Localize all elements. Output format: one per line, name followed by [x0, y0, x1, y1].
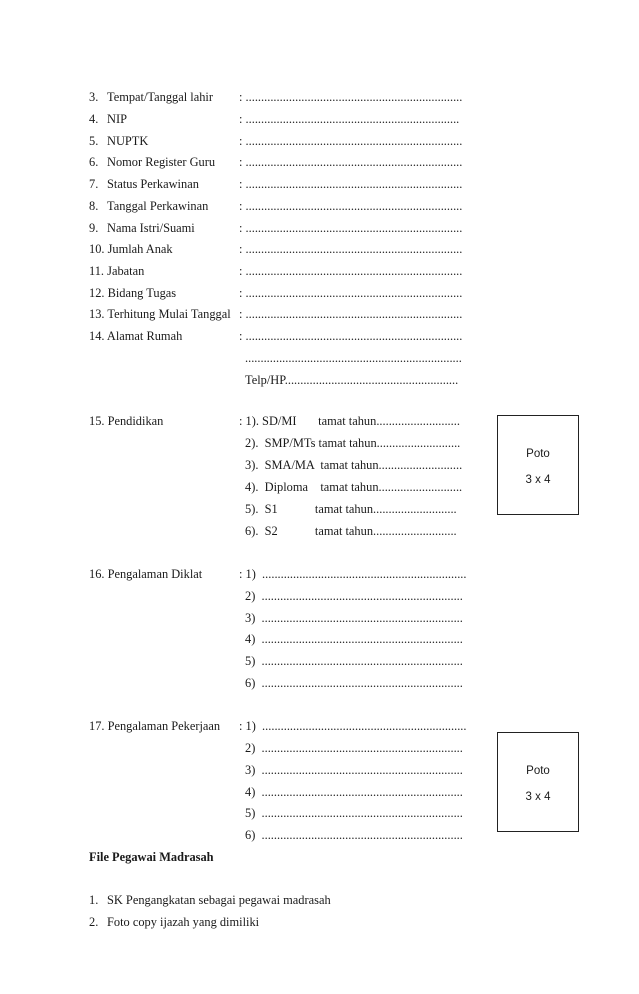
photo-label: Poto [526, 765, 550, 777]
education-row: : 1). SD/MI tamat tahun........................... [239, 414, 460, 428]
field-row [89, 264, 144, 279]
field-number: 6. [89, 155, 99, 169]
training-row: 3) ................................................................. [245, 611, 463, 625]
field-row [89, 286, 176, 301]
field-row [89, 155, 215, 170]
field-row [89, 221, 195, 236]
field-row [89, 242, 173, 257]
field-value: : ..................................................................... [239, 112, 460, 126]
field-number: 8. [89, 199, 99, 213]
file-section-title: File Pegawai Madrasah [89, 850, 214, 864]
field-number: 7. [89, 177, 99, 191]
field-number: 9. [89, 221, 99, 235]
education-row: 4). Diploma tamat tahun........................... [245, 480, 463, 494]
work-label: 17. Pengalaman Pekerjaan [89, 719, 221, 733]
photo-size: 3 x 4 [525, 791, 551, 803]
field-value: : ...................................................................... [239, 221, 463, 235]
field-value: : ...................................................................... [239, 177, 463, 191]
education-label: 15. Pendidikan [89, 414, 164, 428]
field-label: Status Perkawinan [107, 177, 199, 191]
field-label: NIP [107, 112, 127, 126]
file-item-text: SK Pengangkatan sebagai pegawai madrasah [107, 893, 331, 907]
work-row: 5) ................................................................. [245, 806, 463, 820]
field-label: 14. Alamat Rumah [89, 329, 183, 343]
field-row [89, 177, 199, 192]
field-row [89, 90, 213, 105]
training-row: 6) ................................................................. [245, 676, 463, 690]
field-label: NUPTK [107, 134, 149, 148]
phone-line: Telp/HP........................................................ [245, 373, 459, 387]
education-row: 5). S1 tamat tahun........................... [245, 502, 457, 516]
field-value: : ...................................................................... [239, 286, 463, 300]
field-row [89, 329, 182, 344]
work-row: 6) ................................................................. [245, 828, 463, 842]
photo-size: 3 x 4 [525, 474, 551, 486]
field-number: 4. [89, 112, 99, 126]
file-item-text: Foto copy ijazah yang dimiliki [107, 915, 260, 929]
training-row: 2) ................................................................. [245, 589, 463, 603]
field-value: : ...................................................................... [239, 90, 463, 104]
education-row: 3). SMA/MA tamat tahun........................... [245, 458, 463, 472]
field-row [89, 134, 148, 149]
photo-label: Poto [526, 448, 550, 460]
field-label: 12. Bidang Tugas [89, 286, 177, 300]
work-row: 4) ................................................................. [245, 785, 463, 799]
field-row [89, 112, 127, 127]
work-row: 2) ................................................................. [245, 741, 463, 755]
field-value: : ...................................................................... [239, 242, 463, 256]
field-label: Nomor Register Guru [107, 155, 216, 169]
photo-box [497, 415, 579, 515]
field-value: : ...................................................................... [239, 264, 463, 278]
field-number: 5. [89, 134, 99, 148]
work-row: : 1) .................................................................. [239, 719, 467, 733]
field-value: : ...................................................................... [239, 134, 463, 148]
field-label: Tempat/Tanggal lahir [107, 90, 213, 104]
file-item-number: 2. [89, 915, 99, 929]
work-row: 3) ................................................................. [245, 763, 463, 777]
file-item-number: 1. [89, 893, 99, 907]
file-item [89, 915, 259, 930]
field-label: 13. Terhitung Mulai Tanggal [89, 307, 231, 321]
field-value: : ...................................................................... [239, 329, 463, 343]
training-row: 5) ................................................................. [245, 654, 463, 668]
field-row [89, 307, 231, 322]
field-label: Tanggal Perkawinan [107, 199, 209, 213]
address-line: ...................................................................... [245, 351, 462, 365]
field-label: 10. Jumlah Anak [89, 242, 173, 256]
training-row: 4) ................................................................. [245, 632, 463, 646]
field-label: Nama Istri/Suami [107, 221, 195, 235]
education-row: 6). S2 tamat tahun........................... [245, 524, 457, 538]
field-value: : ...................................................................... [239, 307, 463, 321]
field-row [89, 199, 208, 214]
training-row: : 1) .................................................................. [239, 567, 467, 581]
field-label: 11. Jabatan [89, 264, 145, 278]
field-number: 3. [89, 90, 99, 104]
education-row: 2). SMP/MTs tamat tahun........................... [245, 436, 461, 450]
file-item [89, 893, 331, 908]
field-value: : ...................................................................... [239, 199, 463, 213]
field-value: : ...................................................................... [239, 155, 463, 169]
photo-box [497, 732, 579, 832]
training-label: 16. Pengalaman Diklat [89, 567, 203, 581]
